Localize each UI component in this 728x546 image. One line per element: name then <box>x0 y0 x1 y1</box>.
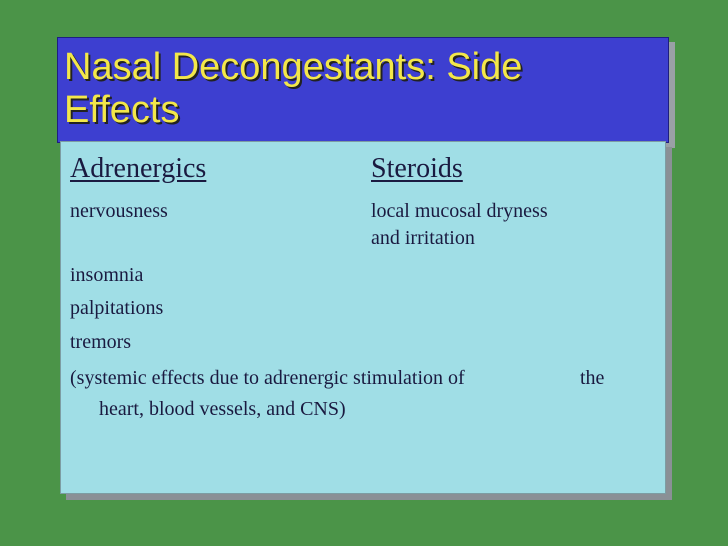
slide-title-line-1: Nasal Decongestants: Side <box>64 46 523 88</box>
steroid-effect-line-1: local mucosal dryness <box>371 200 548 222</box>
steroids-heading: Steroids <box>371 153 463 184</box>
slide-title-line-2: Effects <box>64 89 180 131</box>
content-box <box>60 141 666 494</box>
note-line-1: (systemic effects due to adrenergic stimulation of <box>70 367 465 389</box>
steroid-effect-line-2: and irritation <box>371 227 475 249</box>
list-item: insomnia <box>70 264 144 286</box>
slide-title <box>64 46 662 132</box>
list-item: tremors <box>70 331 132 353</box>
slide-title-box <box>57 37 669 143</box>
adrenergics-heading: Adrenergics <box>70 153 207 184</box>
list-item: nervousness <box>70 200 168 222</box>
list-item: palpitations <box>70 297 164 319</box>
note-line-1-end: the <box>580 367 605 389</box>
note-line-2: heart, blood vessels, and CNS) <box>99 398 346 420</box>
